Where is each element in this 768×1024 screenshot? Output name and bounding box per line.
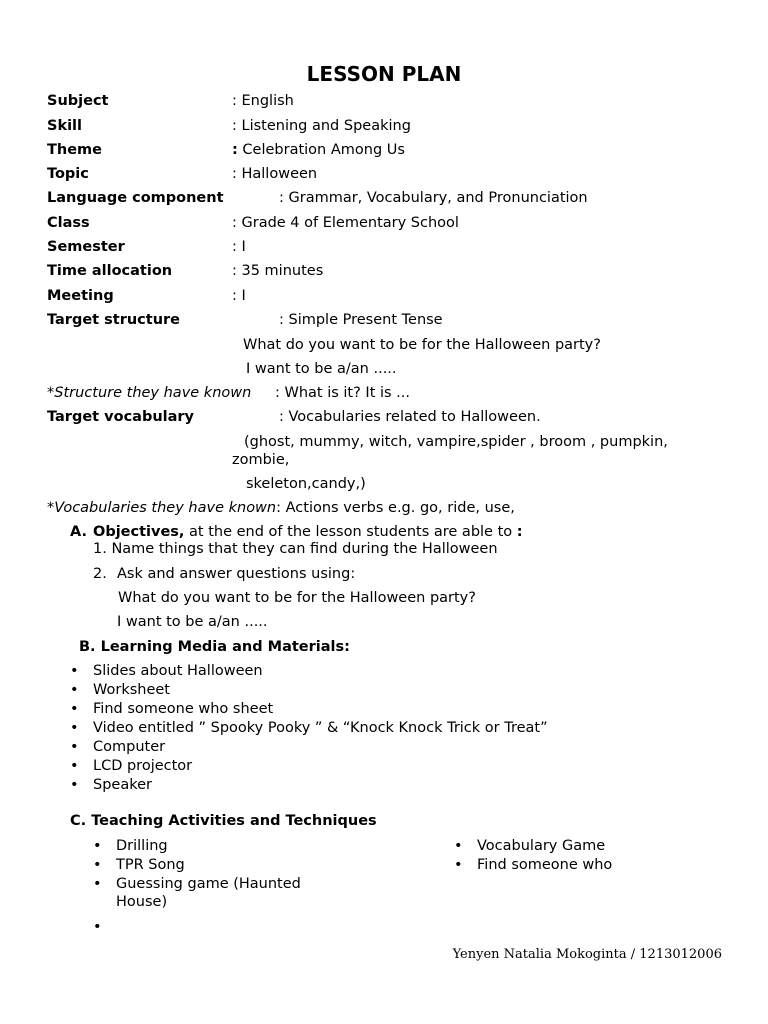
target-structure-question: What do you want to be for the Halloween party?	[243, 337, 601, 353]
value-theme	[232, 141, 405, 159]
theme-text: Celebration Among Us	[242, 142, 405, 158]
value-language-component: : Grammar, Vocabulary, and Pronunciation	[279, 190, 588, 206]
value-topic: : Halloween	[232, 166, 318, 182]
objectives-intro: at the end of the lesson students are able to	[184, 524, 517, 540]
value-class: : Grade 4 of Elementary School	[232, 215, 459, 231]
value-subject: : English	[232, 93, 294, 109]
list-item: • Drilling	[116, 837, 168, 855]
theme-colon: :	[232, 142, 238, 158]
page-title: LESSON PLAN	[306, 62, 462, 86]
label-target-vocabulary: Target vocabulary	[47, 409, 195, 425]
list-item: • TPR Song	[116, 856, 185, 874]
objective-item-2: Ask and answer questions using:	[117, 566, 356, 582]
section-b-heading: B. Learning Media and Materials:	[79, 639, 350, 655]
objective-item-1: 1. Name things that they can find during the Halloween	[93, 541, 498, 557]
value-known-structure: : What is it? It is ...	[275, 385, 411, 401]
label-language-component: Language component	[47, 190, 224, 206]
list-item: • Guessing game (Haunted	[116, 875, 301, 893]
value-semester: : I	[232, 239, 246, 255]
label-subject: Subject	[47, 93, 109, 109]
objectives-heading: Objectives,	[93, 524, 185, 540]
label-target-structure: Target structure	[47, 312, 181, 328]
objective-question: What do you want to be for the Halloween party?	[118, 590, 476, 606]
author-footer: Yenyen Natalia Mokoginta / 1213012006	[452, 947, 722, 962]
objective-item-2-number: 2.	[93, 566, 107, 582]
target-structure-answer: I want to be a/an .....	[246, 361, 397, 377]
value-time-allocation: : 35 minutes	[232, 263, 324, 279]
label-skill: Skill	[47, 118, 82, 134]
list-item: • LCD projector	[93, 757, 192, 775]
label-class: Class	[47, 215, 90, 231]
list-item: • Worksheet	[93, 681, 170, 699]
section-a-letter: A.	[70, 524, 87, 540]
list-item: • Find someone who sheet	[93, 700, 273, 718]
list-item: • Video entitled ” Spooky Pooky ” & “Knock Knock Trick or Treat”	[93, 719, 548, 737]
known-vocabulary	[47, 499, 515, 517]
known-vocabulary-prefix: *	[47, 500, 55, 516]
value-meeting: : I	[232, 288, 246, 304]
known-vocabulary-label: Vocabularies they have known	[54, 500, 277, 516]
objective-answer: I want to be a/an .....	[117, 614, 268, 630]
list-item: • Find someone who	[477, 856, 612, 874]
label-semester: Semester	[47, 239, 125, 255]
value-target-structure: : Simple Present Tense	[279, 312, 443, 328]
list-item: • Vocabulary Game	[477, 837, 605, 855]
label-time-allocation: Time allocation	[47, 263, 173, 279]
label-theme: Theme	[47, 142, 102, 158]
list-item: • Computer	[93, 738, 165, 756]
vocabulary-list-line2: zombie,	[232, 452, 290, 468]
label-meeting: Meeting	[47, 288, 114, 304]
label-known-structure: *Structure they have known	[47, 385, 252, 401]
list-item-continuation: House)	[116, 894, 168, 910]
list-item: • Slides about Halloween	[93, 662, 263, 680]
section-c-heading: C. Teaching Activities and Techniques	[70, 813, 377, 829]
value-skill: : Listening and Speaking	[232, 118, 411, 134]
vocabulary-list-line1: (ghost, mummy, witch, vampire,spider , broom , pumpkin,	[244, 434, 668, 450]
vocabulary-list-line3: skeleton,candy,)	[246, 476, 366, 492]
label-topic: Topic	[47, 166, 89, 182]
list-item: • Speaker	[93, 776, 152, 794]
objectives-colon: :	[516, 524, 523, 540]
value-target-vocabulary: : Vocabularies related to Halloween.	[279, 409, 541, 425]
known-vocabulary-value: : Actions verbs e.g. go, ride, use,	[276, 500, 515, 516]
section-a-heading	[93, 523, 523, 541]
